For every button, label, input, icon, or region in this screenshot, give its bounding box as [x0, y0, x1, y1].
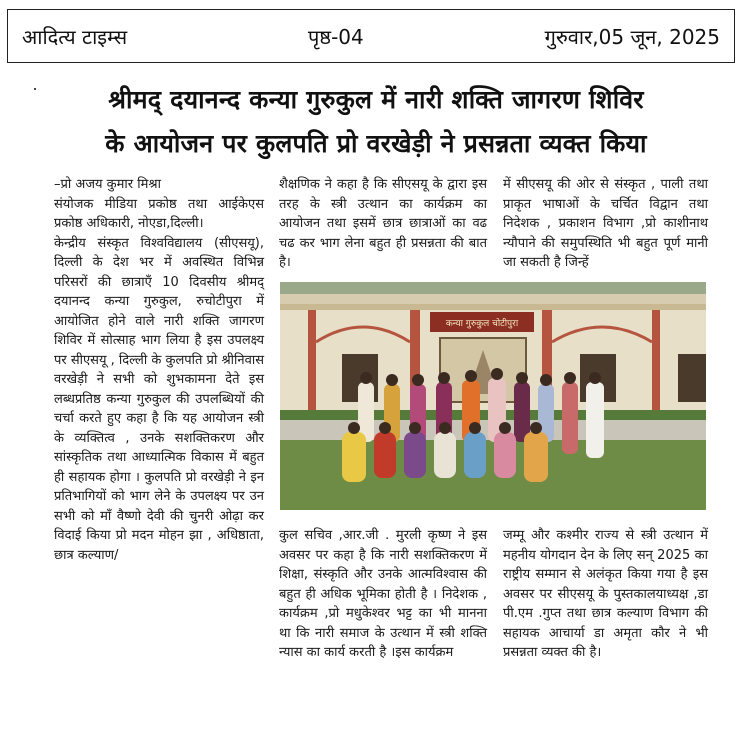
article-body-3b: जम्मू और कश्मीर राज्य से स्त्री उत्थान में महनीय योगदान देन के लिए सन् 2025 का राष्ट्रीय सम्मान से अलंकृत किया गया है इस अवसर पर सीएसयू के पुस्तकालयाध्यक्ष ,डा पी.एम .गुप्त तथा छात्र कल्याण विभाग की सहायक आचार्या डा अमृता कौर ने भी प्रसन्नता व्यक्त की है। [503, 528, 708, 660]
article-column-2-bottom [279, 526, 487, 663]
article-column-1 [54, 175, 264, 565]
byline-designation: संयोजक मीडिया प्रकोष्ठ तथा आईकेएस प्रकोष्ठ अधिकारी, नोएडा,दिल्ली। [54, 196, 264, 231]
article-column-3-top [503, 175, 708, 273]
group-photo-image [280, 282, 706, 510]
newspaper-name: आदित्य टाइम्स [22, 24, 128, 49]
group-photo [280, 282, 706, 510]
headline [10, 78, 742, 166]
article-body-2b: कुल सचिव ,आर.जी . मुरली कृष्ण ने इस अवसर पर कहा है कि नारी सशक्तिकरण में शिक्षा, संस्कृति और उनके आत्मविश्वास की बहुत ही अधिक भूमिका होती है । निदेशक , कार्यक्रम ,प्रो मधुकेश्वर भट्ट का भी मानना था कि नारी समाज के उत्थान में स्त्री शक्ति न्यास का कार्य करती है ।इस कार्यक्रम [279, 528, 487, 660]
masthead [7, 9, 735, 63]
headline-line-2: के आयोजन पर कुलपति प्रो वरखेड़ी ने प्रसन्नता व्यक्त किया [105, 129, 647, 158]
article-body-1: केन्द्रीय संस्कृत विश्वविद्यालय (सीएसयू), दिल्ली के देश भर में अवस्थित विभिन्न परिसरों की छात्राएँ 10 दिवसीय श्रीमद् दयानन्द कन्या गुरुकुल, रुचोटीपुरा में आयोजित होने वाले नारी शक्ति जागरण शिविर में सोत्साह भाग लिया है इस उपलक्ष्य पर सीएसयू , दिल्ली के कुलपति प्रो श्रीनिवास वरखेड़ी ने सभी को शुभकामना देते इस लब्धप्रतिष्ठ कन्या गुरुकुल की उपलब्धियों की चर्चा करते हुए कहा है कि यह आयोजन स्त्री के व्यक्तित्व , उनके सशक्तिकरण और सांस्कृतिक तथा आध्यात्मिक विकास में बहुत ही सहायक होगा । कुलपति प्रो वरखेड़ी ने इन प्रतिभागियों को भाग लेने के उपलक्ष्य पर उन सभी को माँ वैष्णो देवी की चुनरी ओढ़ा कर विदाई किया प्रो मदन मोहन झा , अधिष्ठाता, छात्र कल्याण/ [54, 235, 264, 563]
building-sign: कन्या गुरुकुल चोटीपुरा [445, 319, 519, 329]
headline-line-1: श्रीमद् दयानन्द कन्या गुरुकुल में नारी शक्ति जागरण शिविर [108, 85, 644, 114]
page-number: पृष्ठ-04 [307, 24, 364, 49]
issue-date: गुरुवार,05 जून, 2025 [544, 24, 720, 49]
article-column-3-bottom [503, 526, 708, 663]
article-column-2-top [279, 175, 487, 273]
article-body-3a: में सीएसयू की ओर से संस्कृत , पाली तथा प्राकृत भाषाओं के चर्चित विद्वान तथा निदेशक , प्रकाशन विभाग ,प्रो काशीनाथ न्यौपाने की समुपस्थिति भी बहुत पूर्ण मानी जा सकती है जिन्हें [503, 177, 708, 270]
article-body-2a: शैक्षणिक ने कहा है कि सीएसयू के द्वारा इस तरह के स्त्री उत्थान का कार्यक्रम का आयोजन तथा इसमें छात्र छात्राओं का वढ चढ कर भाग लेना बहुत ही प्रसन्नता की बात है। [279, 177, 487, 270]
byline: –प्रो अजय कुमार मिश्रा [54, 177, 161, 192]
